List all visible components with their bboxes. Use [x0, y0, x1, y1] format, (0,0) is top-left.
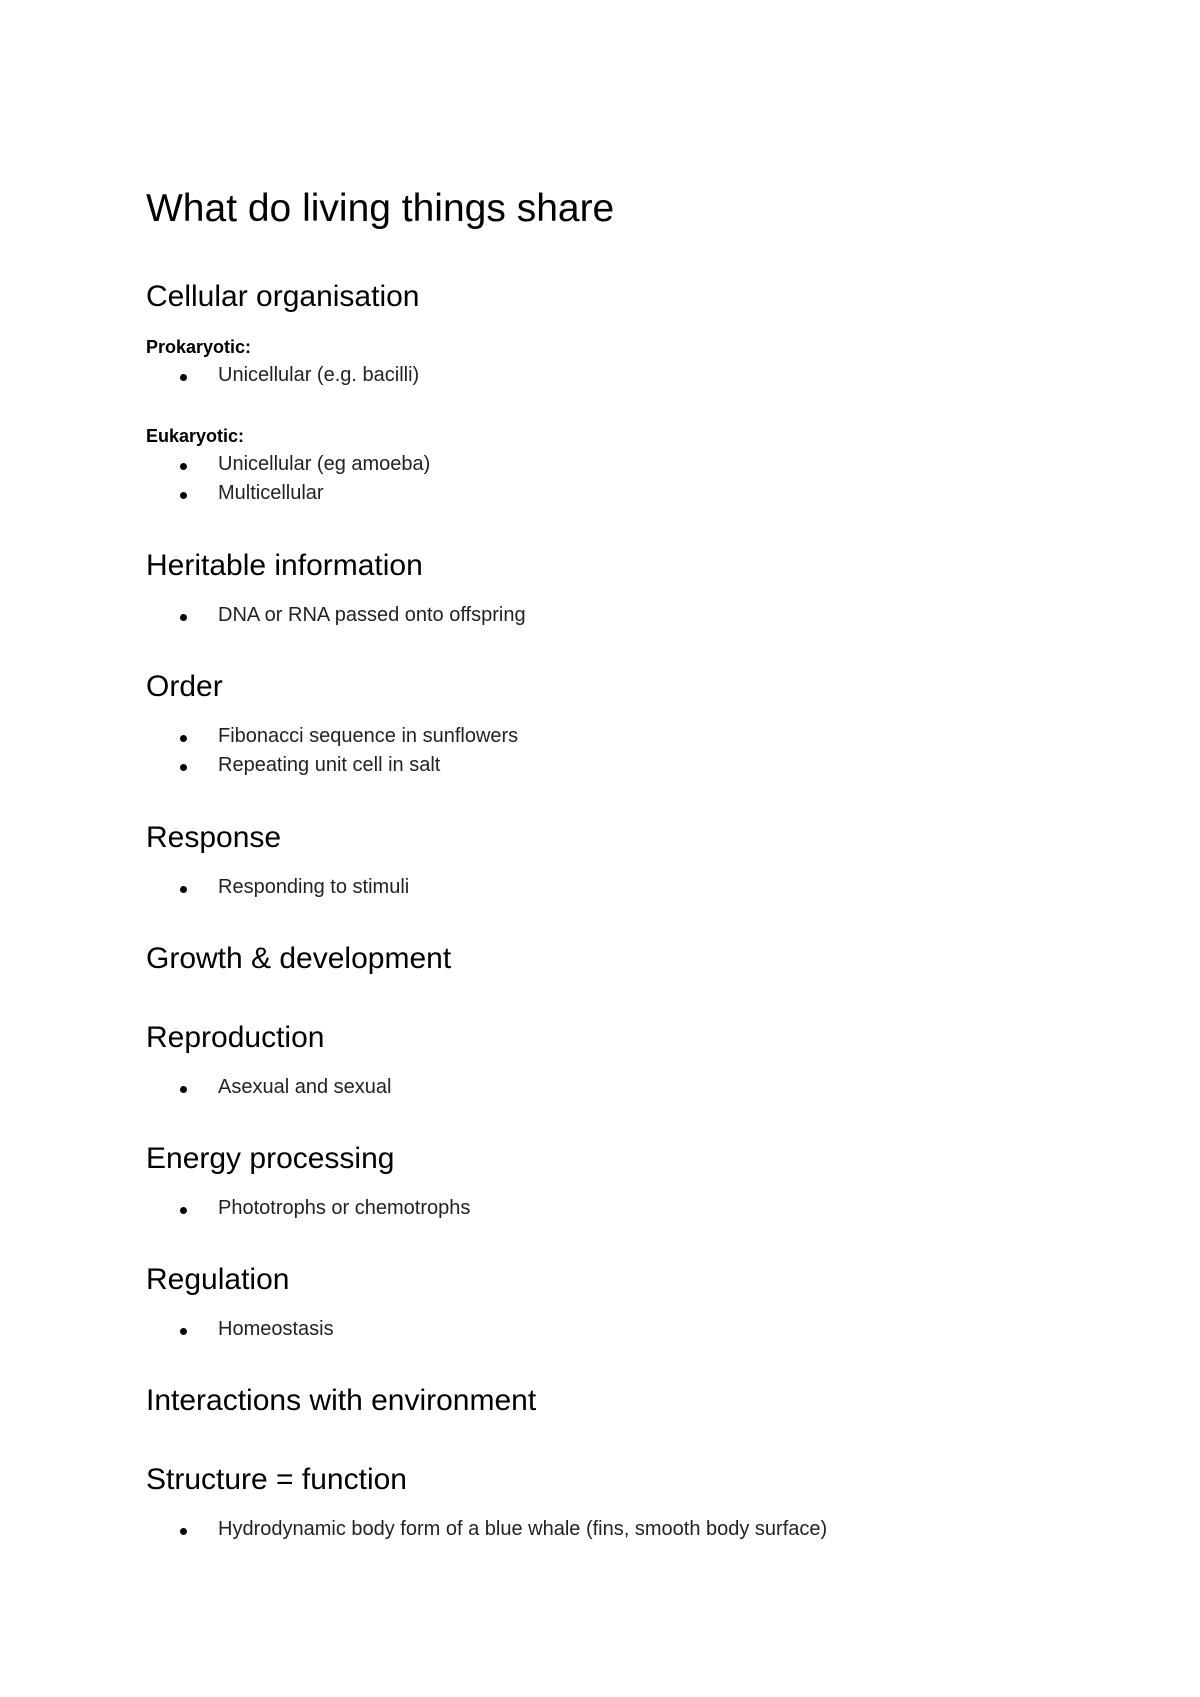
heading-structure-function: Structure = function — [146, 1463, 407, 1496]
list-item-text: Unicellular (eg amoeba) — [218, 453, 431, 475]
heading-cellular-organisation: Cellular organisation — [146, 280, 420, 313]
bullet-icon — [180, 764, 187, 771]
list-item — [188, 1074, 391, 1100]
list-item-text: Unicellular (e.g. bacilli) — [218, 364, 420, 386]
bullet-icon — [180, 735, 187, 742]
label-eukaryotic: Eukaryotic: — [146, 426, 245, 446]
label-prokaryotic: Prokaryotic: — [146, 337, 252, 357]
list-item — [188, 1316, 334, 1342]
list-item-text: DNA or RNA passed onto offspring — [218, 604, 526, 626]
list-item — [188, 723, 518, 749]
list-item — [188, 602, 526, 628]
list-item-text: Fibonacci sequence in sunflowers — [218, 725, 519, 747]
bullet-icon — [180, 614, 187, 621]
bullet-icon — [180, 1328, 187, 1335]
bullet-icon — [180, 1207, 187, 1214]
heading-interactions-environment: Interactions with environment — [146, 1384, 537, 1417]
list-item-text: Repeating unit cell in salt — [218, 754, 441, 776]
list-item — [188, 752, 440, 778]
bullet-icon — [180, 1086, 187, 1093]
heading-growth-development: Growth & development — [146, 942, 452, 975]
heading-order: Order — [146, 670, 223, 703]
bullet-icon — [180, 492, 187, 499]
heading-response: Response — [146, 821, 282, 854]
list-item — [188, 874, 409, 900]
list-item-text: Responding to stimuli — [218, 876, 410, 898]
list-item-text: Asexual and sexual — [218, 1076, 392, 1098]
list-item — [188, 362, 419, 388]
heading-reproduction: Reproduction — [146, 1021, 325, 1054]
list-item — [188, 1195, 470, 1221]
list-item-text: Homeostasis — [218, 1318, 334, 1340]
list-item — [188, 480, 324, 506]
heading-energy-processing: Energy processing — [146, 1142, 395, 1175]
list-item-text: Multicellular — [218, 482, 324, 504]
bullet-icon — [180, 374, 187, 381]
bullet-icon — [180, 463, 187, 470]
bullet-icon — [180, 886, 187, 893]
list-item — [188, 451, 430, 477]
list-item-text: Hydrodynamic body form of a blue whale (fins, smooth body surface) — [218, 1518, 828, 1540]
list-item — [188, 1516, 827, 1542]
page-title: What do living things share — [146, 187, 615, 230]
heading-heritable-information: Heritable information — [146, 549, 423, 582]
list-item-text: Phototrophs or chemotrophs — [218, 1197, 471, 1219]
bullet-icon — [180, 1528, 187, 1535]
heading-regulation: Regulation — [146, 1263, 290, 1296]
